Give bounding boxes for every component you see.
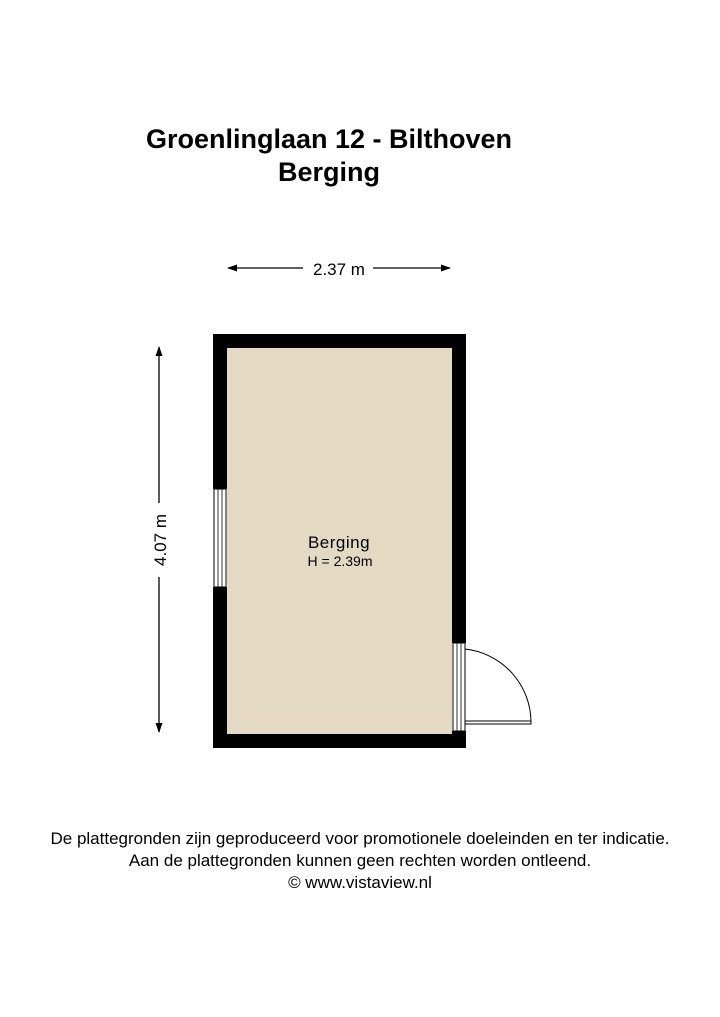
wall-left-lower (213, 587, 227, 748)
wall-bottom (213, 734, 466, 748)
window-left (214, 489, 226, 587)
wall-right-upper (452, 334, 466, 643)
copyright-line: © www.vistaview.nl (288, 873, 432, 892)
door-swing-arc (465, 649, 531, 721)
wall-left-upper (213, 334, 227, 489)
disclaimer-line-1: De plattegronden zijn geproduceerd voor promotionele doeleinden en ter indicatie. (50, 829, 670, 848)
floor-title: Berging (277, 157, 380, 187)
window-frame (214, 489, 226, 587)
width-dimension (228, 260, 450, 279)
depth-dimension-label: 4.07 m (151, 514, 170, 566)
room-name-label: Berging (307, 533, 371, 552)
door-right (453, 643, 531, 731)
plan-title: Groenlinglaan 12 - Bilthoven (145, 124, 513, 154)
depth-dimension (151, 347, 170, 732)
wall-right-lower (452, 731, 466, 748)
disclaimer-line-2: Aan de plattegronden kunnen geen rechten worden ontleend. (128, 851, 592, 870)
door-leaf (465, 721, 531, 724)
room-height-label: H = 2.39m (307, 553, 373, 569)
door-frame (453, 643, 465, 731)
wall-top (213, 334, 466, 348)
width-dimension-label: 2.37 m (313, 260, 365, 279)
